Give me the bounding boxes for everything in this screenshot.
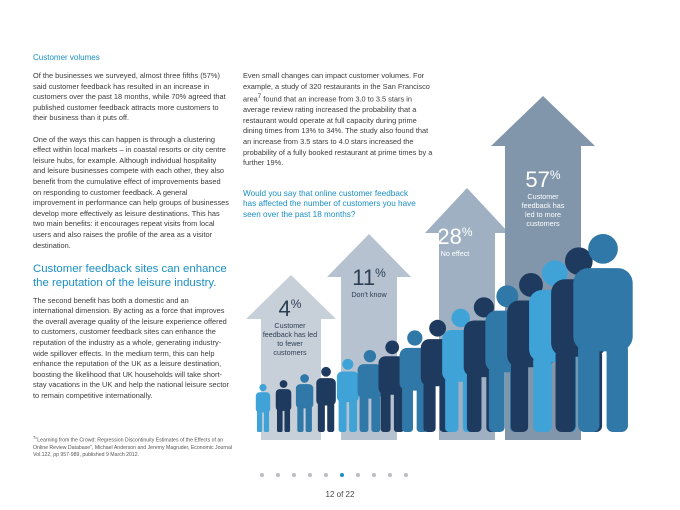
- paragraph-second-benefit: The second benefit has both a domestic and an international dimension. By acting as a force that improves the overall average quality of the leisure experience offered to customers, customer feedback sites can enhance the reputation of the industry as a whole, generating industry-wide spillover effects. In the medium term, this can help enhance the reputation of the UK as a leisure destination, boosting the likelihood that UK households will take short-stay vacations in the UK and help the national leisure sector to remain competitive internationally.: [33, 295, 229, 401]
- pagination-dot[interactable]: [276, 473, 280, 477]
- paragraph-clustering: One of the ways this can happen is through a clustering effect within local markets – in coastal resorts or city centre leisure hubs, for example. Although individual hospitality and leisure businesses compete with each other, they also benefit from the cumulative effect of improvements based on responding to customer feedback. A general improvement in performance can help groups of businesses develop more effectively as leisure destinations. This has two main benefits: it encourages repeat visits from local users and also raises the profile of the area as a visitor destination.: [33, 134, 229, 250]
- pagination-dot[interactable]: [324, 473, 328, 477]
- pagination-dots: [260, 473, 420, 477]
- pagination-dot[interactable]: [404, 473, 408, 477]
- pagination-dot[interactable]: [260, 473, 264, 477]
- pagination-dot[interactable]: [340, 473, 344, 477]
- survey-question: Would you say that online customer feedback has affected the number of customers you have seen over the past 18 months?: [243, 189, 416, 219]
- study-footnote-marker: 7: [257, 93, 262, 101]
- stat-fewer-label: Customer feedback has led to fewer customers: [262, 321, 318, 357]
- stat-more-label: Customer feedback has led to more customers: [521, 192, 565, 228]
- stat-fewer-value: 4%: [278, 296, 302, 321]
- stat-more-value: 57%: [525, 167, 561, 192]
- stat-dont-know: [336, 261, 402, 299]
- footnote-text: "Learning from the Crowd: Regression Discontinuity Estimates of the Effects of an Online Review Database", Michael Anderson and Jeremy Magruder, Economic Journal Vol.122, pp 957-989, published 9 March 2012.: [33, 437, 233, 458]
- stat-fewer-customers: [262, 292, 318, 357]
- pagination-dot[interactable]: [308, 473, 312, 477]
- paragraph-survey: Of the businesses we surveyed, almost three fifths (57%) said customer feedback has resulted in an increase in customers over the past 18 months, while 70% agreed that published customer feedback attracts more customers to their business than it puts off.: [33, 71, 226, 123]
- stat-dont-know-label: Don't know: [351, 290, 387, 299]
- study-text-after: found that an increase from 3.0 to 3.5 stars in average review rating increased the probability that a restaurant would operate at full capacity during prime dining times from 13% to 34%. The study also found that an increase from 3.5 stars to 4.0 stars increased the probability of a fully booked restaurant at prime times by a further 19%.: [243, 94, 433, 168]
- pagination-dot[interactable]: [388, 473, 392, 477]
- section-heading-customer-volumes: Customer volumes: [33, 53, 100, 62]
- stat-no-effect-value: 28%: [437, 224, 473, 249]
- stat-more-customers: [508, 163, 578, 228]
- pagination-dot[interactable]: [356, 473, 360, 477]
- footnote-marker: 7: [33, 435, 36, 440]
- page-number: 12 of 22: [325, 490, 355, 499]
- subheading-reputation: Customer feedback sites can enhance the reputation of the leisure industry.: [33, 262, 227, 289]
- stat-no-effect-label: No effect: [440, 249, 470, 258]
- pagination-dot[interactable]: [372, 473, 376, 477]
- pagination-dot[interactable]: [292, 473, 296, 477]
- stat-dont-know-value: 11%: [352, 265, 386, 290]
- stat-no-effect: [425, 220, 485, 258]
- study-text-before: Even small changes can impact customer volumes. For example, a study of 320 restaurants in the San Francisco area: [243, 71, 430, 104]
